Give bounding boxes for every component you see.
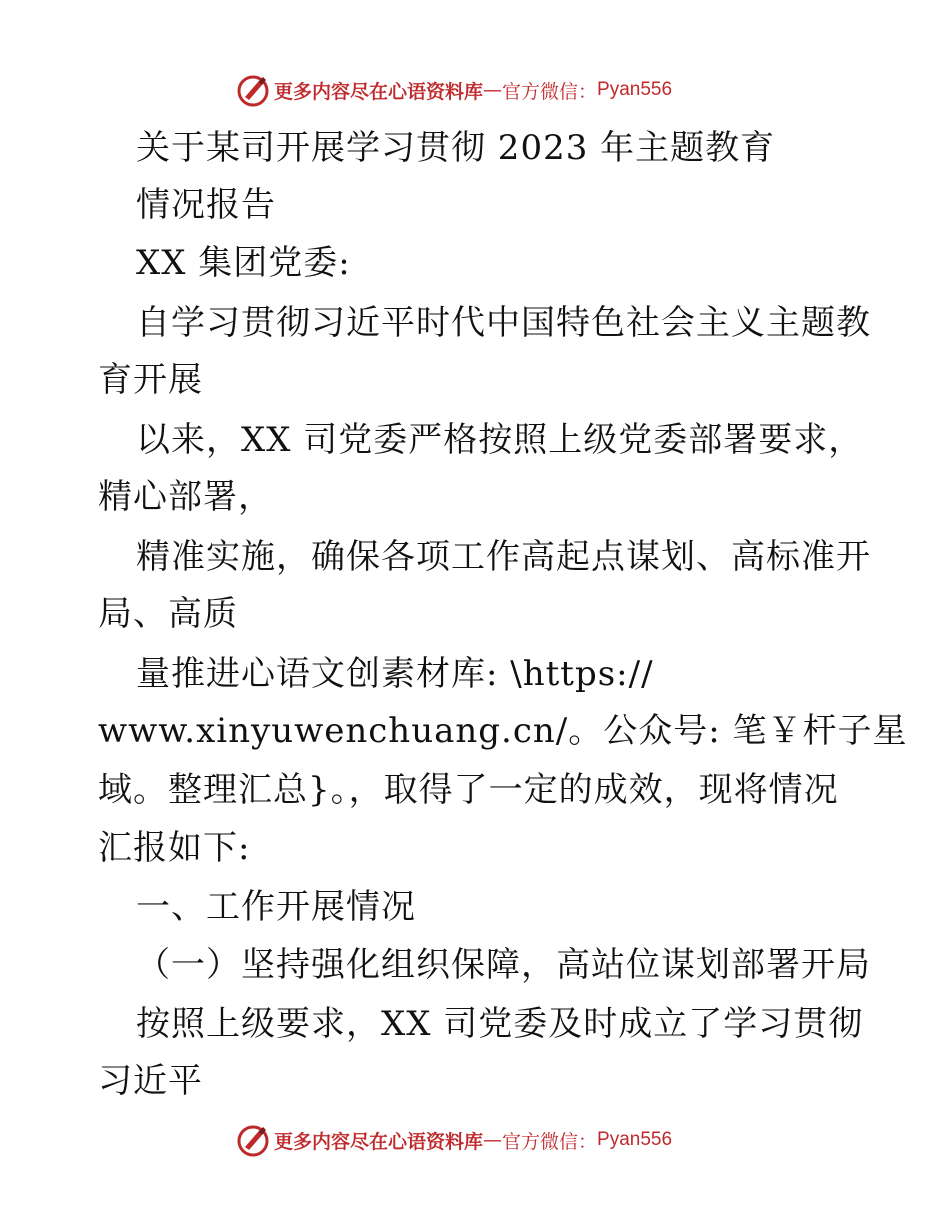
doc-line: www.xinyuwenchuang.cn/。公众号: 笔￥杆子星 [98, 711, 908, 751]
doc-line: 量推进心语文创素材库: \https:// [136, 654, 654, 694]
doc-line: 局、高质 [98, 594, 238, 634]
doc-line: 汇报如下: [98, 828, 251, 868]
watermark-banner-top [236, 72, 672, 108]
doc-subsection-heading: （一）坚持强化组织保障，高站位谋划部署开局 [136, 945, 871, 985]
watermark-id: Pyan556 [597, 79, 673, 100]
doc-line: 域。整理汇总}。，取得了一定的成效，现将情况 [98, 770, 839, 810]
watermark-text: 更多内容尽在心语资料库 [274, 1130, 484, 1153]
watermark-official: 官方微信： [502, 80, 598, 103]
watermark-banner-bottom [236, 1122, 672, 1158]
doc-line: 精准实施，确保各项工作高起点谋划、高标准开 [136, 537, 871, 577]
doc-title-line-1: 关于某司开展学习贯彻 2023 年主题教育 [136, 128, 776, 168]
watermark-dash: — [483, 1129, 503, 1151]
doc-line: 按照上级要求，XX 司党委及时成立了学习贯彻 [136, 1004, 864, 1044]
watermark-id: Pyan556 [597, 1129, 673, 1150]
doc-line: 以来，XX 司党委严格按照上级党委部署要求， [136, 420, 864, 460]
doc-line: 自学习贯彻习近平时代中国特色社会主义主题教 [136, 303, 871, 343]
doc-line: 育开展 [98, 360, 203, 400]
watermark-official: 官方微信： [502, 1130, 598, 1153]
doc-line: 习近平 [98, 1061, 203, 1101]
doc-line: 精心部署， [98, 477, 273, 517]
doc-title-line-2: 情况报告 [136, 185, 276, 225]
brush-logo-icon [236, 1123, 270, 1157]
watermark-dash: — [483, 79, 503, 101]
doc-addressee: XX 集团党委: [136, 243, 351, 283]
doc-section-heading: 一、工作开展情况 [136, 887, 416, 927]
brush-logo-icon [236, 73, 270, 107]
watermark-text: 更多内容尽在心语资料库 [274, 80, 484, 103]
